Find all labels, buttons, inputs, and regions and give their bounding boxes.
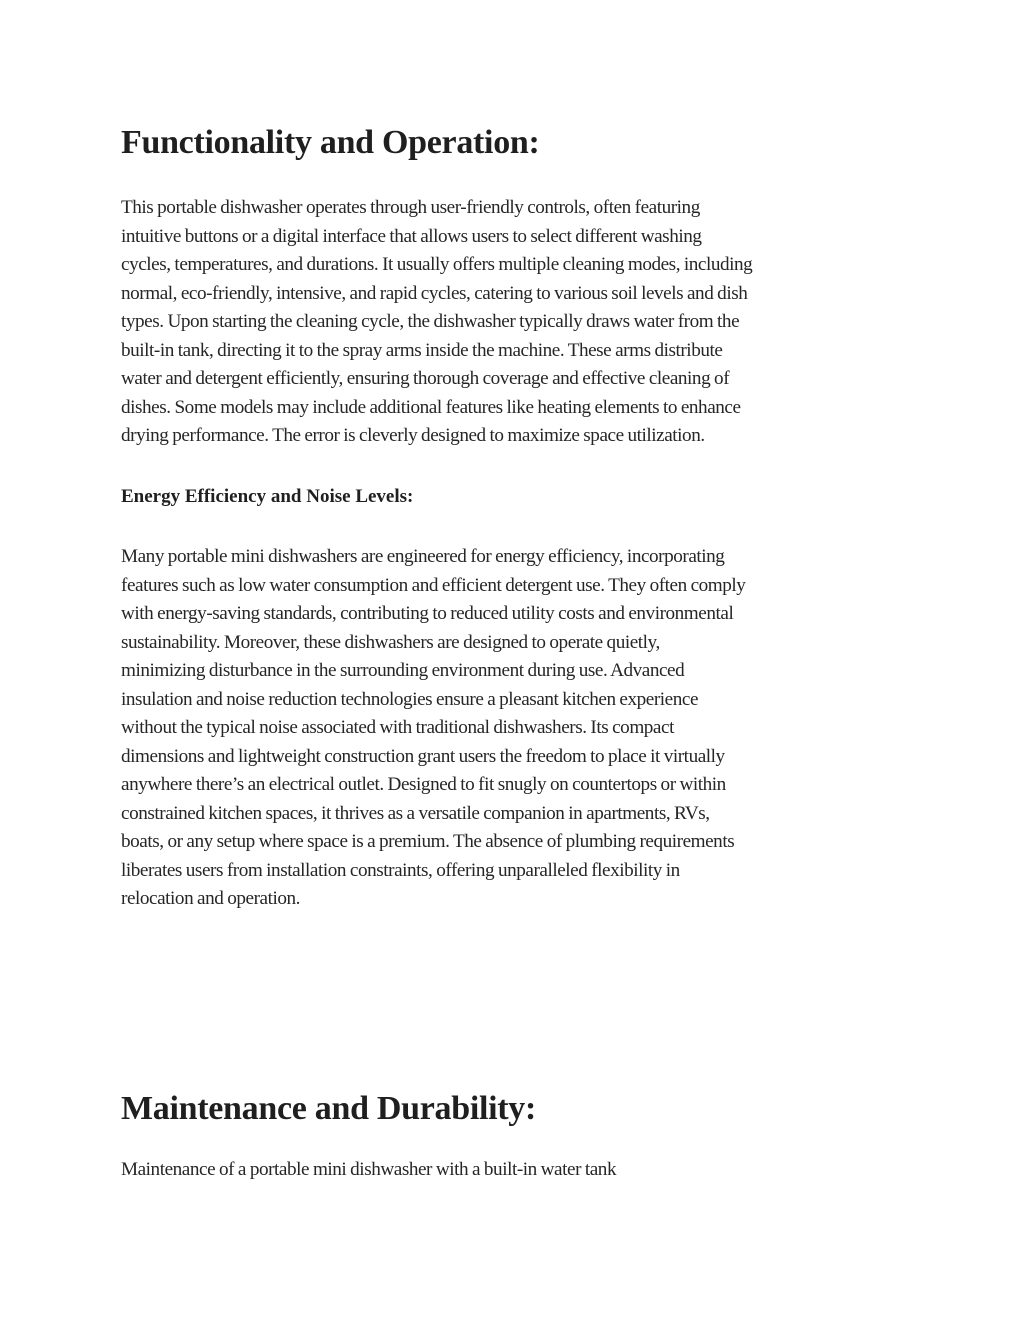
text-line: dimensions and lightweight construction grant users the freedom to place it virtually [121,745,725,767]
paragraph-maintenance [121,1156,921,1185]
text-line: This portable dishwasher operates through user-friendly controls, often featuring [121,197,700,218]
text-line: intuitive buttons or a digital interface that allows users to select different washing [121,225,702,247]
text-line: cycles, temperatures, and durations. It usually offers multiple cleaning modes, including [121,254,753,275]
text-line: relocation and operation. [121,888,301,909]
heading-functionality-and-operation: Functionality and Operation: [121,124,540,161]
text-line: with energy-saving standards, contributing to reduced utility costs and environmental [121,603,734,624]
text-line: normal, eco-friendly, intensive, and rapid cycles, catering to various soil levels and dish [121,282,748,304]
paragraph-functionality [121,194,921,451]
heading-energy-efficiency-and-noise-levels: Energy Efficiency and Noise Levels: [121,486,414,507]
text-line: dishes. Some models may include additional features like heating elements to enhance [121,396,741,418]
text-line: Many portable mini dishwashers are engineered for energy efficiency, incorporating [121,546,725,567]
paragraph-energy-efficiency [121,543,921,914]
text-line: liberates users from installation constraints, offering unparalleled flexibility in [121,859,680,881]
text-line: Maintenance of a portable mini dishwasher with a built-in water tank [121,1159,617,1180]
text-line: features such as low water consumption and efficient detergent use. They often comply [121,574,746,596]
text-line: without the typical noise associated with traditional dishwashers. Its compact [121,717,674,738]
text-line: built-in tank, directing it to the spray arms inside the machine. These arms distribute [121,339,723,361]
text-line: types. Upon starting the cleaning cycle, the dishwasher typically draws water from the [121,311,740,332]
text-line: drying performance. The error is cleverly designed to maximize space utilization. [121,425,705,446]
text-line: boats, or any setup where space is a premium. The absence of plumbing requirements [121,831,735,852]
text-line: minimizing disturbance in the surrounding environment during use. Advanced [121,660,685,681]
text-line: sustainability. Moreover, these dishwashers are designed to operate quietly, [121,631,660,653]
text-line: constrained kitchen spaces, it thrives as a versatile companion in apartments, RVs, [121,802,710,824]
text-line: anywhere there’s an electrical outlet. Designed to fit snugly on countertops or within [121,774,726,795]
text-line: water and detergent efficiently, ensuring thorough coverage and effective cleaning of [121,368,730,389]
heading-maintenance-and-durability: Maintenance and Durability: [121,1090,537,1127]
text-line: insulation and noise reduction technologies ensure a pleasant kitchen experience [121,688,699,710]
